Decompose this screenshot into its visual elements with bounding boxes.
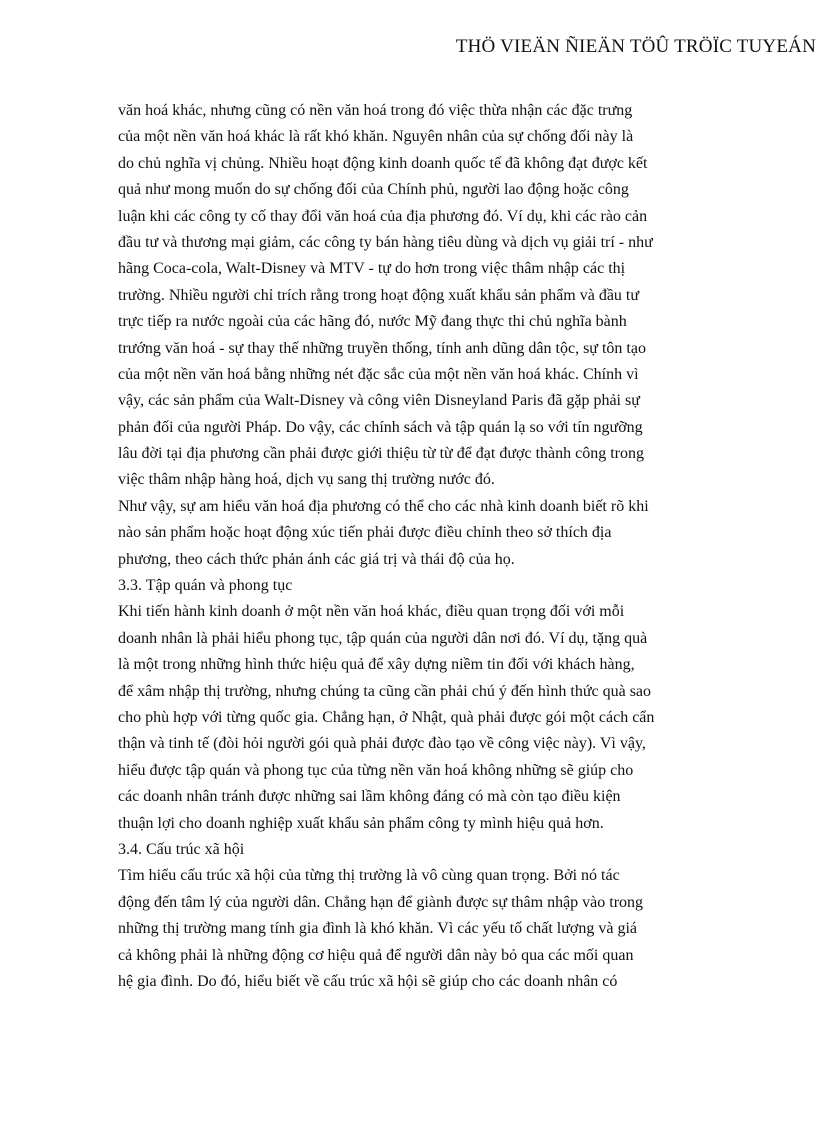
text-line: trực tiếp ra nước ngoài của các hãng đó, nước Mỹ đang thực thi chủ nghĩa bành — [118, 313, 627, 331]
text-line: hãng Coca-cola, Walt-Disney và MTV - tự do hơn trong việc thâm nhập các thị — [118, 260, 626, 278]
text-line: những thị trường mang tính gia đình là khó khăn. Vì các yếu tố chất lượng và giá — [118, 920, 637, 938]
text-line: Tìm hiểu cấu trúc xã hội của từng thị trường là vô cùng quan trọng. Bởi nó tác — [118, 867, 620, 885]
text-line: của một nền văn hoá khác là rất khó khăn. Nguyên nhân của sự chống đối này là — [118, 128, 634, 146]
text-line: trường. Nhiều người chỉ trích rằng trong hoạt động xuất khẩu sản phẩm và đầu tư — [118, 286, 640, 304]
text-line: lâu đời tại địa phương cần phải được giới thiệu từ từ để đạt được thành công trong — [118, 445, 644, 463]
text-line: luận khi các công ty cố thay đổi văn hoá của địa phương đó. Ví dụ, khi các rào cản — [118, 207, 648, 225]
text-line: thận và tinh tế (đòi hỏi người gói quà phải được đào tạo về công việc này). Vì vậy, — [118, 735, 646, 753]
text-line: các doanh nhân tránh được những sai lầm không đáng có mà còn tạo điều kiện — [118, 788, 621, 806]
text-line: văn hoá khác, nhưng cũng có nền văn hoá trong đó việc thừa nhận các đặc trưng — [118, 102, 633, 119]
text-line: hệ gia đình. Do đó, hiểu biết về cấu trúc xã hội sẽ giúp cho các doanh nhân có — [118, 972, 618, 990]
text-line: việc thâm nhập hàng hoá, dịch vụ sang thị trường nước đó. — [118, 471, 495, 489]
text-line: phản đối của người Pháp. Do vậy, các chính sách và tập quán lạ so với tín ngưỡng — [118, 418, 643, 436]
text-line: đầu tư và thương mại giảm, các công ty bán hàng tiêu dùng và dịch vụ giải trí - như — [118, 233, 653, 251]
text-line: phương, theo cách thức phản ánh các giá trị và thái độ của họ. — [118, 550, 515, 568]
text-line: quả như mong muốn do sự chống đối của Chính phủ, người lao động hoặc công — [118, 181, 629, 199]
text-line: trướng văn hoá - sự thay thế những truyền thống, tính anh dũng dân tộc, sự tôn tạo — [118, 339, 646, 357]
text-line: vậy, các sản phẩm của Walt-Disney và công viên Disneyland Paris đã gặp phải sự — [118, 392, 640, 410]
text-line: động đến tâm lý của người dân. Chẳng hạn để giành được sự thâm nhập vào trong — [118, 893, 644, 911]
text-line: để xâm nhập thị trường, nhưng chúng ta cũng cần phải chú ý đến hình thức quà sao — [118, 682, 652, 700]
document-body — [118, 98, 708, 995]
text-line: Như vậy, sự am hiểu văn hoá địa phương có thể cho các nhà kinh doanh biết rõ khi — [118, 497, 649, 515]
text-line: cả không phải là những động cơ hiệu quả để người dân này bỏ qua các mối quan — [118, 946, 634, 964]
page-header: THÖ VIEÄN ÑIEÄN TÖÛ TRÖÏC TUYEÁN — [455, 36, 816, 57]
text-line: của một nền văn hoá bằng những nét đặc sắc của một nền văn hoá khác. Chính vì — [118, 365, 639, 383]
section-heading: 3.3. Tập quán và phong tục — [118, 577, 293, 595]
text-line: nào sản phẩm hoặc hoạt động xúc tiến phải được điều chỉnh theo sở thích địa — [118, 524, 612, 542]
text-line: Khi tiến hành kinh doanh ở một nền văn hoá khác, điều quan trọng đối với mỗi — [118, 603, 625, 621]
text-line: hiểu được tập quán và phong tục của từng nền văn hoá không những sẽ giúp cho — [118, 761, 634, 779]
text-line: cho phù hợp với từng quốc gia. Chẳng hạn, ở Nhật, quà phải được gói một cách cẩn — [118, 708, 655, 726]
section-heading: 3.4. Cấu trúc xã hội — [118, 840, 245, 858]
text-line: doanh nhân là phải hiểu phong tục, tập quán của người dân nơi đó. Ví dụ, tặng quà — [118, 629, 648, 647]
text-line: do chủ nghĩa vị chủng. Nhiều hoạt động kinh doanh quốc tế đã không đạt được kết — [118, 154, 648, 172]
text-line: thuận lợi cho doanh nghiệp xuất khẩu sản phẩm công ty mình hiệu quả hơn. — [118, 814, 604, 832]
text-line: là một trong những hình thức hiệu quả để xây dựng niềm tin đối với khách hàng, — [118, 656, 635, 674]
